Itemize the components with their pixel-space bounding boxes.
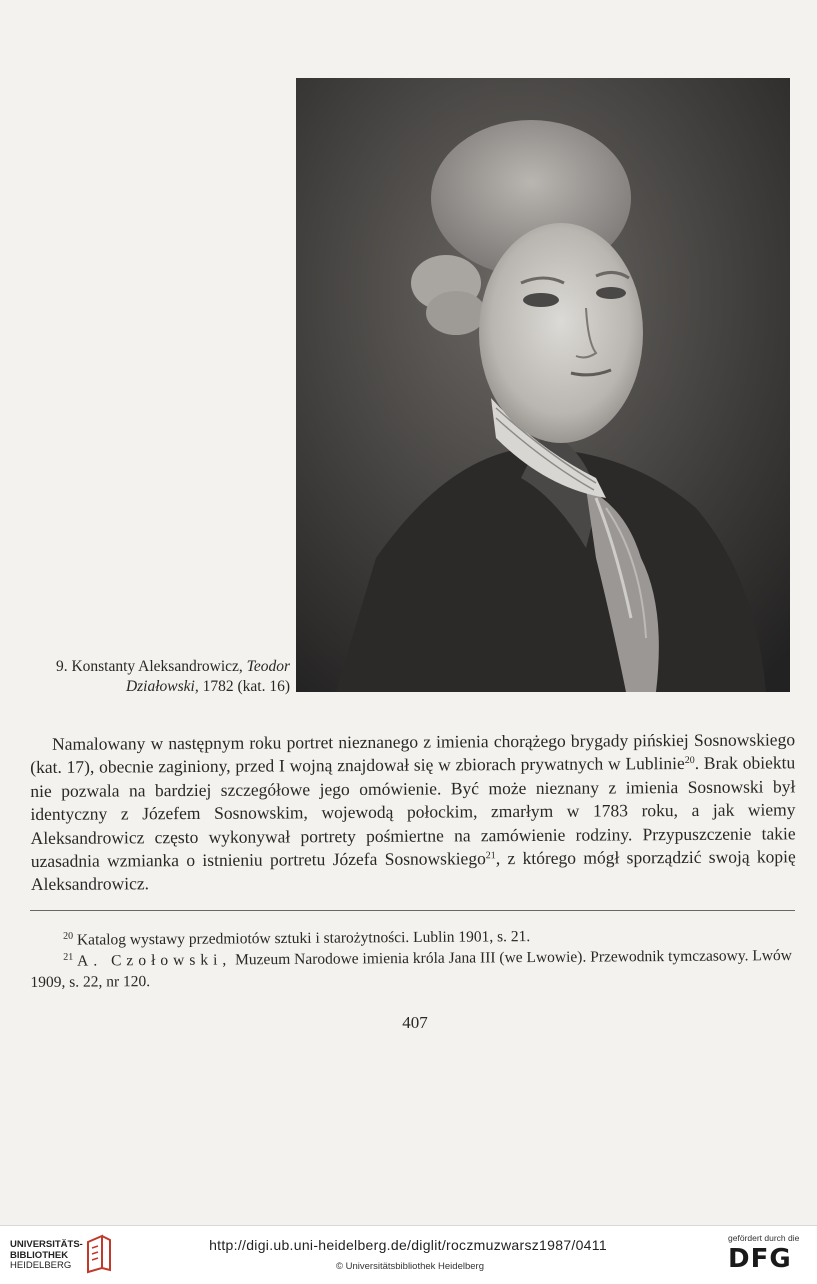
caption-number: 9.: [55, 658, 68, 675]
footnote-21: [30, 945, 798, 993]
caption-artist: Konstanty Aleksandrowicz,: [71, 658, 243, 675]
dfg-logo[interactable]: DFG: [728, 1244, 792, 1274]
caption-title-1: Teodor: [246, 658, 290, 675]
body-text-part-2: . Brak obiektu nie pozwala na bardziej szczegółowe jego omówienie. Być może nieznany z imienia Sosnowski był identyczny z Józefem Sosnowskim, wojewodą połockim, zmarłym w 1783 roku, a jak wiemy Aleksandrowicz często wykonywał portrety pośmiertne na zamówienie rodziny. Przypuszczenie takie uzasadnia wzmianka o istnieniu portretu Józefa Sosnowskiego: [30, 752, 796, 872]
funded-by-label: gefördert durch die: [728, 1233, 800, 1243]
viewer-footer: [0, 1225, 817, 1284]
portrait-photograph: [296, 78, 790, 692]
portrait-image: [296, 78, 790, 692]
caption-line-1: [24, 657, 290, 677]
library-name-line-1: UNIVERSITÄTS-: [10, 1239, 83, 1250]
footnote-divider: [30, 910, 795, 911]
footnote-ref-20: 20: [684, 755, 695, 767]
library-name-line-3: HEIDELBERG: [10, 1260, 72, 1271]
footnotes: [30, 924, 798, 993]
figure-caption: [24, 657, 290, 697]
caption-line-2: [24, 677, 290, 697]
page-number: 407: [402, 1013, 428, 1032]
library-mark-icon: [84, 1234, 114, 1279]
footnote-number: 21: [63, 951, 74, 963]
body-paragraph: [30, 728, 796, 897]
body-text-part-1: Namalowany w następnym roku portret nieznanego z imienia chorążego brygady pińskiej Sosnowskiego (kat. 17), obecnie zaginiony, przed I wojną znajdował się w zbiorach prywatnych w Lublinie: [30, 729, 796, 778]
library-logo[interactable]: [10, 1240, 83, 1272]
caption-title-2: Działowski,: [125, 678, 199, 695]
copyright-notice: © Universitätsbibliothek Heidelberg: [336, 1261, 484, 1272]
footnote-number: 20: [63, 930, 74, 942]
body-text-part-3: , z którego mógł sporządzić swoją kopię Aleksandrowicz.: [30, 846, 796, 895]
footnote-ref-21: 21: [485, 850, 496, 862]
footnote-author: A. Czołowski,: [77, 951, 232, 970]
permalink-url[interactable]: http://digi.ub.uni-heidelberg.de/diglit/roczmuzwarsz1987/0411: [209, 1237, 607, 1253]
footnote-text: Katalog wystawy przedmiotów sztuki i starożytności. Lublin 1901, s. 21.: [76, 928, 531, 949]
library-name-line-2: BIBLIOTHEK: [10, 1249, 69, 1261]
footnote-text: Muzeum Narodowe imienia króla Jana III (we Lwowie). Przewodnik tymczasowy. Lwów 1909, s. 22, nr 120.: [30, 947, 792, 991]
caption-year: 1782 (kat. 16): [202, 678, 290, 695]
